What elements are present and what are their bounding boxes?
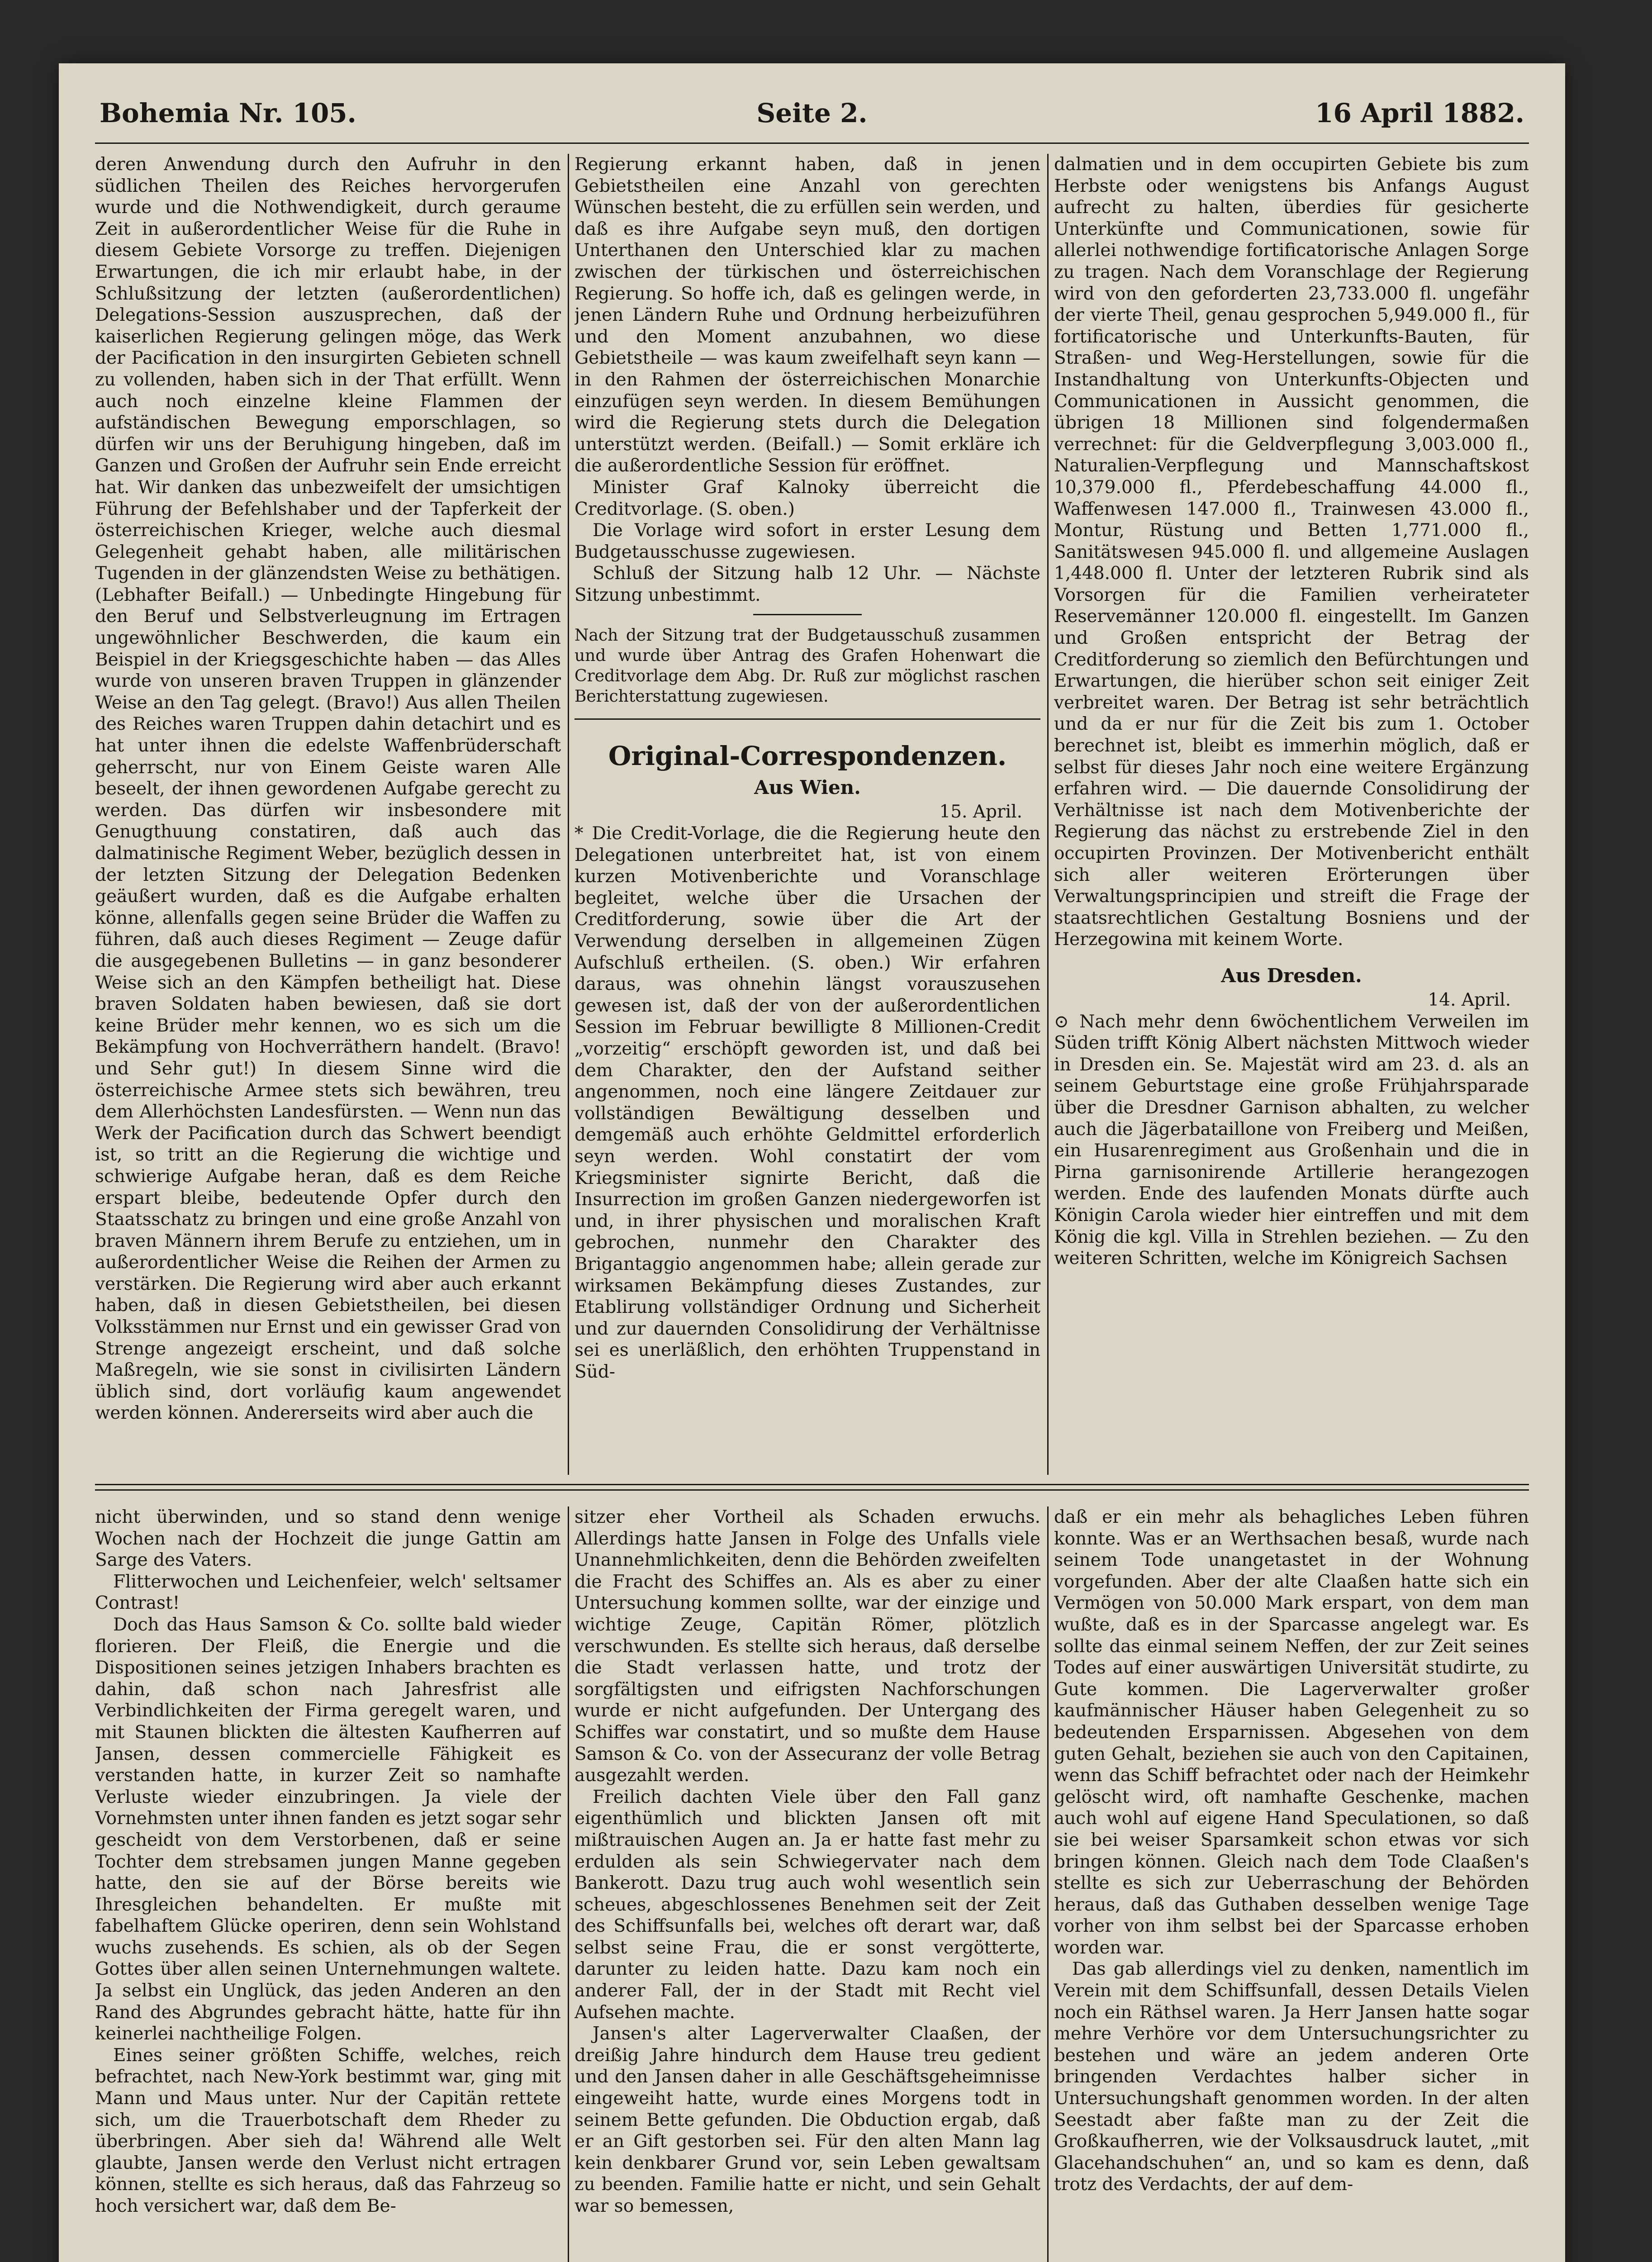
- short-divider: [753, 614, 862, 615]
- wien-dateline: 15. April.: [939, 802, 1022, 822]
- feuilleton-rule: [95, 1484, 1529, 1485]
- credit-paragraph: dalmatien und in dem occupirten Gebiete bis zum Herbste oder wenigstens bis Anfangs August aufrecht zu halten, überdies für gesicherte Unterkünfte und Communicationen, sowie für allerlei nothwendige fortificatorische Anlagen Sorge zu tragen. Nach dem Voranschlage der Regierung wird von den geforderten 23,733.000 fl. ungefähr der vierte Theil, genau gesprochen 5,949.000 fl., für fortificatorische und Unterkunfts-Bauten, für Straßen- und Weg-Herstellungen, sowie für die Instandhaltung von Unterkunfts-Objecten und Communicationen in Aussicht genommen, die übrigen 18 Millionen sind folgendermaßen verrechnet: für die Geldverpflegung 3,003.000 fl., Naturalien-Verpflegung und Mannschaftskost 10,379.000 fl., Pferdebeschaffung 44.000 fl., Waffenwesen 147.000 fl., Trainwesen 43.000 fl., Montur, Rüstung und Betten 1,771.000 fl., Sanitätswesen 945.000 fl. und allgemeine Auslagen 1,448.000 fl. Unter der letzteren Rubrik sind als Vorsorgen für die Familien verheirateter Reservemänner 120.000 fl. eingestellt. Im Ganzen und Großen entspricht der Betrag der Creditforderung so ziemlich den Befürchtungen und Erwartungen, die hierüber schon seit einiger Zeit verbreitet waren. Der Betrag ist sehr beträchtlich und da er nur für die Zeit bis zum 1. October berechnet ist, bleibt es immerhin möglich, daß er selbst für dieses Jahr noch eine weitere Ergänzung erfahren wird. — Die dauernde Consolidirung der Verhältnisse ist nach dem Motivenberichte der Regierung das nächst zu erstrebende Ziel in den occupirten Provinzen. Der Motivenbericht enthält sich aller weiteren Erörterungen über Verwaltungsprincipien und streift die Frage der staatsrechtlichen Gestaltung Bosniens und der Herzegowina mit keinem Worte.: [1054, 154, 1529, 950]
- minister-paragraph: Minister Graf Kalnoky überreicht die Creditvorlage. (S. oben.): [574, 477, 1040, 519]
- dresden-dateline: 14. April.: [1428, 989, 1511, 1010]
- feuilleton-paragraph: Jansen's alter Lagerverwalter Claaßen, der dreißig Jahre hindurch dem Hause treu gedient und den Jansen daher in alle Geschäftsgeheimnisse eingeweiht hatte, wurde eines Morgens todt in seinem Bette gefunden. Die Obduction ergab, daß er an Gift gestorben sei. Für den alten Mann lag kein denkbarer Grund vor, sein Leben gewaltsam zu beenden. Familie hatte er nicht, und sein Gehalt war so bemessen,: [574, 2024, 1040, 2216]
- section-divider: [574, 718, 1040, 720]
- vorlage-paragraph: Die Vorlage wird sofort in erster Lesung dem Budgetausschusse zugewiesen.: [574, 520, 1040, 562]
- speech-paragraph: deren Anwendung durch den Aufruhr in den südlichen Theilen des Reiches hervorgerufen wurde und die Nothwendigkeit, durch geraume Zeit in außerordentlicher Weise für die Ruhe in diesem Gebiete Vorsorge zu treffen. Diejenigen Erwartungen, die ich mir erlaubt habe, in der Schlußsitzung der letzten (außerordentlichen) Delegations-Session auszusprechen, daß der kaiserlichen Regierung gelingen möge, das Werk der Pacification in den insurgirten Gebieten schnell zu vollenden, haben sich in der That erfüllt. Wenn auch noch einzelne kleine Flammen der aufständischen Bewegung emporschlagen, so dürfen wir uns der Beruhigung hingeben, daß im Ganzen und Großen der Aufruhr sein Ende erreicht hat. Wir danken das unbezweifelt der umsichtigen Führung der Befehlshaber und der Tapferkeit der österreichischen Krieger, welche auch diesmal Gelegenheit gehabt haben, alle militärischen Tugenden in der glänzendsten Weise zu bethätigen. (Lebhafter Beifall.) — Unbedingte Hingebung für den Beruf und Selbstverleugnung im Ertragen ungewöhnlicher Beschwerden, die kaum ein Beispiel in der Kriegsgeschichte haben — das Alles wurde von unseren braven Truppen in glänzender Weise an den Tag gelegt. (Bravo!) Aus allen Theilen des Reiches waren Truppen dahin detachirt und es hat unter ihnen die edelste Waffenbrüderschaft geherrscht, nur von Einem Geiste waren Alle beseelt, der ihnen gewordenen Aufgabe gerecht zu werden. Das dürfen wir insbesondere mit Genugthuung constatiren, daß auch das dalmatinische Regiment Weber, bezüglich dessen in der letzten Sitzung der Delegation Bedenken geäußert wurden, daß es die Aufgabe erhalten könne, allenfalls gegen seine Brüder die Waffen zu führen, daß auch dieses Regiment — Zeuge dafür die ausgegebenen Bulletins — in ganz besonderer Weise sich an den Kämpfen betheiligt hat. Diese braven Soldaten haben bewiesen, daß sie dort keine Brüder mehr kennen, wo es sich um die Bekämpfung von Hochverräthern handelt. (Bravo! und Sehr gut!) In diesem Sinne wird die österreichische Armee stets sich bewähren, treu dem Allerhöchsten Landesfürsten. — Wenn nun das Werk der Pacification durch das Schwert beendigt ist, so tritt an die Regierung die wichtige und schwierige Aufgabe heran, daß es dem Reiche erspart bleibe, bedeutende Opfer durch den Staatsschatz zu bringen und eine große Anzahl von braven Männern ihrem Berufe zu entziehen, um in außerordentlicher Weise die Reihen der Armen zu verstärken. Die Regierung wird aber auch erkannt haben, daß in diesen Gebietstheilen, bei diesen Volksstämmen nur Ernst und ein gewisser Grad von Strenge angezeigt erscheint, und daß solche Maßregeln, wie sie sonst in civilisirten Ländern üblich sind, dort vorläufig kaum angewendet werden können. Andererseits wird aber auch die: [95, 154, 561, 1424]
- feuilleton-paragraph: Eines seiner größten Schiffe, welches, reich befrachtet, nach New-York bestimmt war, ging mit Mann und Maus unter. Nur der Capitän rettete sich, um die Trauerbotschaft dem Rheder zu überbringen. Aber sieh da! Während alle Welt glaubte, Jansen werde den Verlust nicht ertragen können, stellte es sich heraus, daß das Fahrzeug so hoch versichert war, daß dem Be-: [95, 2045, 561, 2216]
- section-title: Original-Correspondenzen.: [608, 741, 1007, 772]
- feuilleton-rule: [95, 1489, 1529, 1491]
- feuilleton-paragraph: daß er ein mehr als behagliches Leben führen konnte. Was er an Werthsachen besaß, wurde nach seinem Tode unangetastet in der Wohnung vorgefunden. Aber der alte Claaßen hatte sich ein Vermögen von 50.000 Mark erspart, von dem man wußte, daß es in der Sparcasse angelegt war. Es sollte das einmal seinem Neffen, der zur Zeit seines Todes auf einer auswärtigen Universität studirte, zu Gute kommen. Die Lagerverwalter großer kaufmännischer Häuser haben Gelegenheit zu so bedeutenden Ersparnissen. Abgesehen von dem guten Gehalt, beziehen sie auch von den Capitainen, wenn das Schiff befrachtet oder nach der Heimkehr gelöscht wird, oft namhafte Geschenke, machen auch wohl auf eigene Hand Speculationen, so daß sie bei weiser Sparsamkeit schon etwas vor sich bringen können. Gleich nach dem Tode Claaßen's stellte es sich zur Ueberraschung der Behörden heraus, daß das Guthaben desselben wenige Tage vorher von ihm selbst bei der Sparcasse erhoben worden war.: [1054, 1507, 1529, 1958]
- dresden-heading: Aus Dresden.: [1221, 964, 1362, 987]
- session-close-paragraph: Schluß der Sitzung halb 12 Uhr. — Nächste Sitzung unbestimmt.: [574, 563, 1040, 605]
- wien-paragraph: * Die Credit-Vorlage, die die Regierung heute den Delegationen unterbreitet hat, ist von einem kurzen Motivenberichte und Voranschlage begleitet, welche über die Ursachen der Creditforderung, sowie über die Art der Verwendung derselben in allgemeinen Zügen Aufschluß ertheilen. (S. oben.) Wir erfahren daraus, was ohnehin längst vorauszusehen gewesen ist, daß der von der außerordentlichen Session im Februar bewilligte 8 Millionen-Credit „vorzeitig“ erschöpft geworden ist, und daß bei dem Charakter, den der Aufstand seither angenommen, noch eine längere Zeitdauer zur vollständigen Bewältigung desselben und demgemäß auch erhöhte Geldmittel erforderlich seyn werden. Wohl constatirt der vom Kriegsminister signirte Bericht, daß die Insurrection im großen Ganzen niedergeworfen ist und, in ihrer physischen und moralischen Kraft gebrochen, nunmehr den Charakter des Brigantaggio angenommen habe; allein gerade zur wirksamen Bekämpfung dieses Zustandes, zur Etablirung vollständiger Ordnung und Sicherheit und zur dauernden Consolidirung der Verhältnisse sei es unerläßlich, den erhöhten Truppenstand in Süd-: [574, 823, 1040, 1382]
- article-column-3: [1054, 154, 1529, 1475]
- column-divider: [1047, 1506, 1049, 2262]
- feuilleton-column-2: [574, 1506, 1040, 2262]
- dresden-paragraph: ⊙ Nach mehr denn 6wöchentlichem Verweilen im Süden trifft König Albert nächsten Mittwoch wieder in Dresden ein. Se. Majestät wird am 23. d. als an seinem Geburtstage eine große Frühjahrsparade über die Dresdner Garnison abhalten, zu welcher auch die Jägerbataillone von Freiberg und Meißen, ein Husarenregiment aus Großenhain und die in Pirna garnisonirende Artillerie herangezogen werden. Ende des laufenden Monats dürfte auch Königin Carola wieder hier eintreffen und mit dem König die kgl. Villa in Strehlen beziehen. — Zu den weiteren Schritten, welche im Königreich Sachsen: [1054, 1011, 1529, 1269]
- header-rule: [95, 143, 1529, 144]
- feuilleton-paragraph: sitzer eher Vortheil als Schaden erwuchs. Allerdings hatte Jansen in Folge des Unfalls viele Unannehmlichkeiten, denn die Behörden zweifelten die Fracht des Schiffes an. Als es aber zu einer Untersuchung kommen sollte, war der einzige und wichtige Zeuge, Capitän Römer, plötzlich verschwunden. Es stellte sich heraus, daß derselbe die Stadt verlassen hatte, und trotz der sorgfältigsten und eifrigsten Nachforschungen wurde er nicht aufgefunden. Der Untergang des Schiffes war constatirt, und so mußte dem Hause Samson & Co. von der Assecuranz der volle Betrag ausgezahlt werden.: [574, 1507, 1040, 1786]
- feuilleton-column-3: [1054, 1506, 1529, 2262]
- column-divider: [1047, 154, 1049, 1475]
- issue-date: 16 April 1882.: [1315, 98, 1524, 128]
- feuilleton-column-1: [95, 1506, 561, 2262]
- wien-heading: Aus Wien.: [754, 776, 861, 799]
- budget-paragraph: Nach der Sitzung trat der Budgetausschuß zusammen und wurde über Antrag des Grafen Hohenwart die Creditvorlage dem Abg. Dr. Ruß zur möglichst raschen Berichterstattung zugewiesen.: [574, 626, 1040, 706]
- article-column-1: [95, 154, 561, 1475]
- column-divider: [568, 154, 569, 1475]
- feuilleton-paragraph: Das gab allerdings viel zu denken, namentlich im Verein mit dem Schiffsunfall, dessen Details Vielen noch ein Räthsel waren. Ja Herr Jansen hatte sogar mehre Verhöre vor dem Untersuchungsrichter zu bestehen und wäre an jedem anderen Orte bringenden Verdachtes halber sicher in Untersuchungshaft genommen worden. In der alten Seestadt aber faßte man zu der Zeit die Großkaufherren, wie der Volksausdruck lautet, „mit Glacehandschuhen“ an, und so kam es denn, daß trotz des Verdachts, der auf dem-: [1054, 1959, 1529, 2195]
- column-divider: [568, 1506, 569, 2262]
- article-column-2: [574, 154, 1040, 1475]
- feuilleton-paragraph: Freilich dachten Viele über den Fall ganz eigenthümlich und blickten Jansen oft mit mißtrauischen Augen an. Ja er hatte fast mehr zu erdulden als sein Schwiegervater nach dem Bankerott. Dazu trug auch wohl wesentlich sein scheues, abgeschlossenes Benehmen seit der Zeit des Schiffsunfalls bei, welches oft derart war, daß selbst seine Frau, die er sonst vergötterte, darunter zu leiden hatte. Dazu kam noch ein anderer Fall, der in der Stadt mit Recht viel Aufsehen machte.: [574, 1787, 1040, 2023]
- feuilleton-paragraph: nicht überwinden, und so stand denn wenige Wochen nach der Hochzeit die junge Gattin am Sarge des Vaters.: [95, 1507, 561, 1571]
- page-number: Seite 2.: [756, 98, 868, 128]
- newspaper-page: [59, 63, 1565, 2262]
- masthead-issue: Bohemia Nr. 105.: [100, 98, 356, 128]
- page-header: [100, 88, 1524, 138]
- feuilleton-paragraph: Flitterwochen und Leichenfeier, welch' seltsamer Contrast!: [95, 1571, 561, 1614]
- speech-paragraph: Regierung erkannt haben, daß in jenen Gebietstheilen eine Anzahl von gerechten Wünschen besteht, die zu erfüllen sein werden, und daß es ihre Aufgabe seyn muß, den dortigen Unterthanen den Unterschied klar zu machen zwischen der türkischen und österreichischen Regierung. So hoffe ich, daß es gelingen werde, in jenen Ländern Ruhe und Ordnung herbeizuführen und den Moment anzubahnen, wo diese Gebietstheile — was kaum zweifelhaft seyn kann — in den Rahmen der österreichischen Monarchie einzufügen seyn werden. In diesem Bemühungen wird die Regierung stets durch die Delegation unterstützt werden. (Beifall.) — Somit erkläre ich die außerordentliche Session für eröffnet.: [574, 154, 1040, 476]
- feuilleton-paragraph: Doch das Haus Samson & Co. sollte bald wieder florieren. Der Fleiß, die Energie und die Dispositionen seines jetzigen Inhabers brachten es dahin, daß schon nach Jahresfrist alle Verbindlichkeiten der Firma geregelt waren, und mit Staunen blickten die ältesten Kaufherren auf Jansen, dessen commercielle Fähigkeit es verstanden hatte, in kurzer Zeit so namhafte Verluste wieder einzubringen. Ja viele der Vornehmsten unter ihnen fanden es jetzt sogar sehr gescheidt von dem Verstorbenen, daß er seine Tochter dem strebsamen jungen Manne gegeben hatte, den sie auf der Börse bereits wie Ihresgleichen behandelten. Er mußte mit fabelhaftem Glücke operiren, denn sein Wohlstand wuchs zusehends. Es schien, als ob der Segen Gottes über allen seinen Unternehmungen waltete. Ja selbst ein Unglück, das jeden Anderen an den Rand des Abgrundes gebracht hätte, hatte für ihn keinerlei nachtheilige Folgen.: [95, 1614, 561, 2044]
